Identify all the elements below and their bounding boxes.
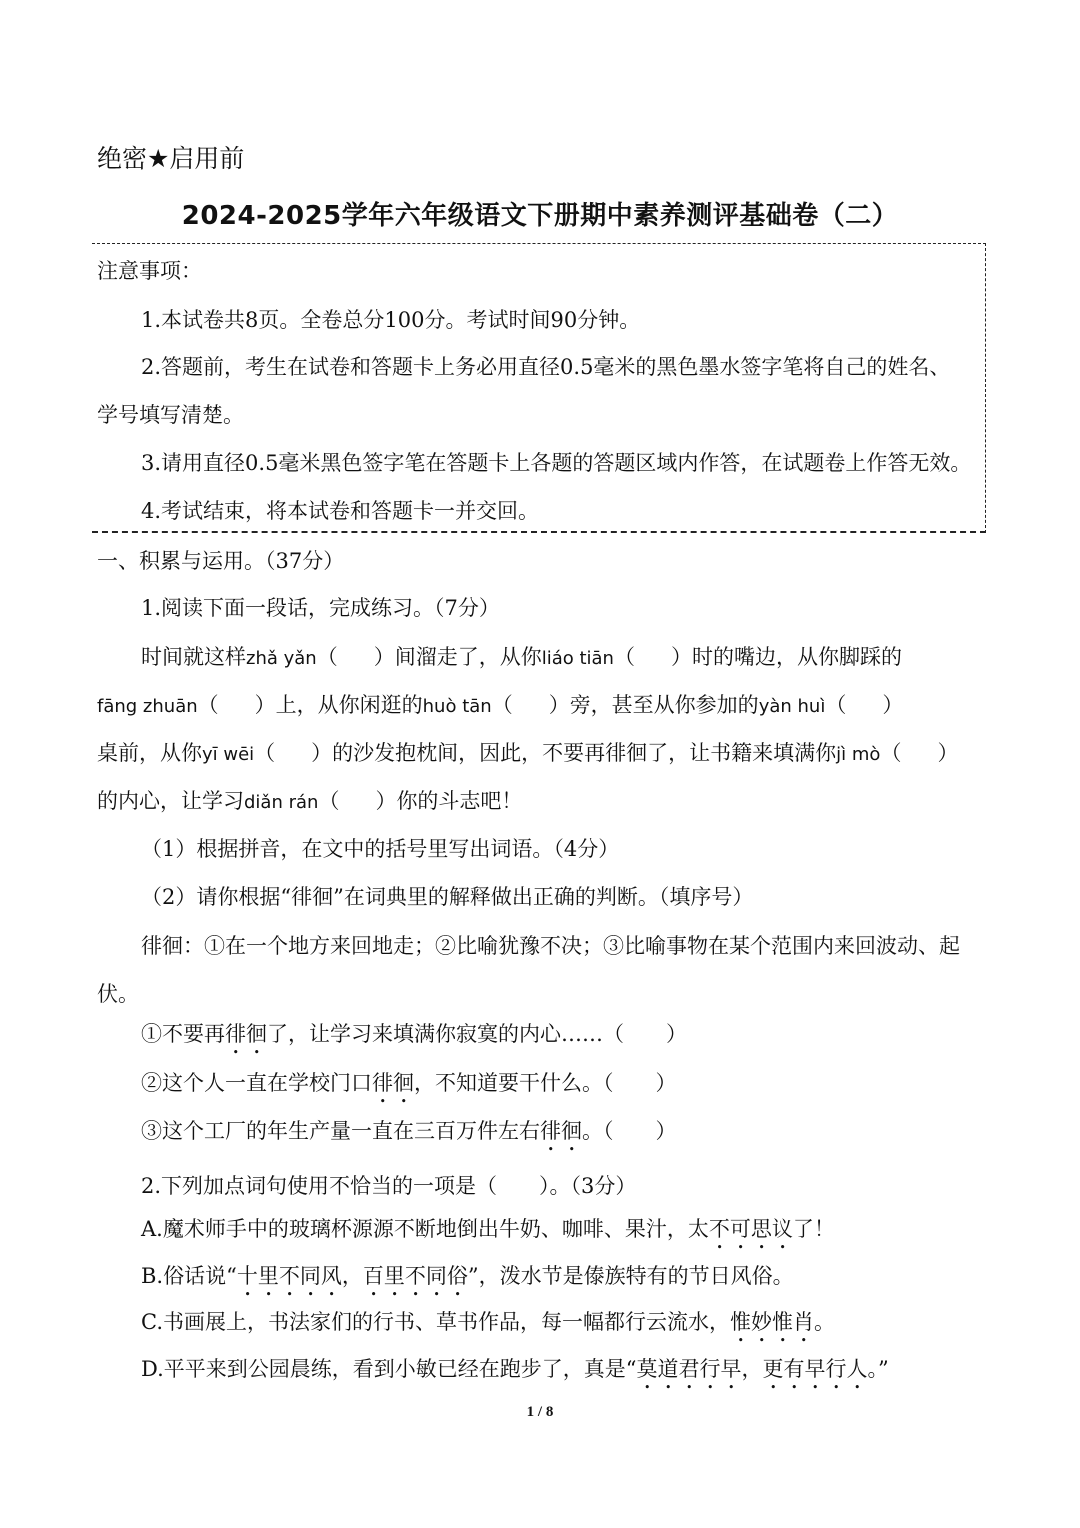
sentence-1: ①不要再徘徊了，让学习来填满你寂寞的内心……（ ）	[141, 1022, 687, 1046]
passage-line-3: 桌前，从你yī wēi（ ）的沙发抱枕间，因此，不要再徘徊了，让书籍来填满你jì mò（ ）	[97, 741, 959, 765]
sub-question-1: （1）根据拼音，在文中的括号里写出词语。（4分）	[141, 837, 620, 861]
sentence-3: ③这个工厂的年生产量一直在三百万件左右徘徊。（ ）	[141, 1119, 677, 1143]
sentence-2: ②这个人一直在学校门口徘徊，不知道要干什么。（ ）	[141, 1071, 677, 1095]
notice-heading: 注意事项：	[97, 259, 202, 283]
emphasized-word: 徘徊	[540, 1119, 582, 1143]
section-1-heading: 一、积累与运用。（37分）	[97, 549, 345, 573]
option-b: B.俗话说“十里不同风，百里不同俗”，泼水节是傣族特有的节日风俗。	[141, 1264, 794, 1288]
notice-item-4: 4.考试结束，将本试卷和答题卡一并交回。	[141, 499, 540, 523]
option-d: D.平平来到公园晨练，看到小敏已经在跑步了，真是“莫道君行早，更有早行人。”	[141, 1357, 889, 1381]
notice-item-2-cont: 学号填写清楚。	[97, 403, 244, 427]
emphasized-word: 莫道君行早，更有早行人	[636, 1357, 868, 1381]
exam-title: 2024-2025学年六年级语文下册期中素养测评基础卷（二）	[181, 201, 899, 231]
option-a: A.魔术师手中的玻璃杯源源不断地倒出牛奶、咖啡、果汁，太不可思议了！	[141, 1217, 835, 1241]
confidential-label: 绝密★启用前	[97, 144, 245, 173]
emphasized-word: 徘徊	[225, 1022, 267, 1046]
emphasized-word: 不可思议	[708, 1217, 793, 1241]
definition-line: 徘徊：①在一个地方来回地走；②比喻犹豫不决；③比喻事物在某个范围内来回波动、起	[141, 934, 960, 958]
pinyin-fang-zhuan: fāng zhuān	[97, 696, 198, 717]
pinyin-zha-yan: zhǎ yǎn	[246, 648, 317, 669]
pinyin-yi-wei: yī wēi	[202, 744, 255, 765]
pinyin-huo-tan: huò tān	[422, 696, 492, 717]
notice-item-1: 1.本试卷共8页。全卷总分100分。考试时间90分钟。	[141, 308, 641, 332]
passage-line-2: fāng zhuān（ ）上，从你闲逛的huò tān（ ）旁，甚至从你参加的yàn huì（ ）	[97, 693, 904, 717]
passage-line-1: 时间就这样zhǎ yǎn（ ）间溜走了，从你liáo tiān（ ）时的嘴边，从你脚踩的	[141, 645, 902, 669]
passage-line-4: 的内心，让学习diǎn rán（ ）你的斗志吧！	[97, 789, 523, 813]
question-1-stem: 1.阅读下面一段话，完成练习。（7分）	[141, 596, 500, 620]
definition-line-cont: 伏。	[97, 982, 139, 1006]
question-2-stem: 2.下列加点词句使用不恰当的一项是（ ）。（3分）	[141, 1174, 637, 1198]
notice-item-2: 2.答题前，考生在试卷和答题卡上务必用直径0.5毫米的黑色墨水签字笔将自己的姓名、	[141, 355, 951, 379]
pinyin-dian-ran: diǎn rán	[244, 792, 319, 813]
notice-box	[92, 243, 986, 533]
emphasized-word: 十里不同风，百里不同俗	[236, 1264, 468, 1288]
option-c: C.书画展上，书法家们的行书、草书作品，每一幅都行云流水，惟妙惟肖。	[141, 1310, 835, 1334]
emphasized-word: 惟妙惟肖	[730, 1310, 814, 1334]
pinyin-yan-hui: yàn huì	[758, 696, 826, 717]
page-number: 1 / 8	[526, 1404, 554, 1420]
pinyin-liao-tian: liáo tiān	[541, 648, 614, 669]
notice-item-3: 3.请用直径0.5毫米黑色签字笔在答题卡上各题的答题区域内作答，在试题卷上作答无效。	[141, 451, 972, 475]
pinyin-ji-mo: jì mò	[836, 744, 881, 765]
sub-question-2: （2）请你根据“徘徊”在词典里的解释做出正确的判断。（填序号）	[141, 885, 754, 909]
emphasized-word: 徘徊	[372, 1071, 414, 1095]
